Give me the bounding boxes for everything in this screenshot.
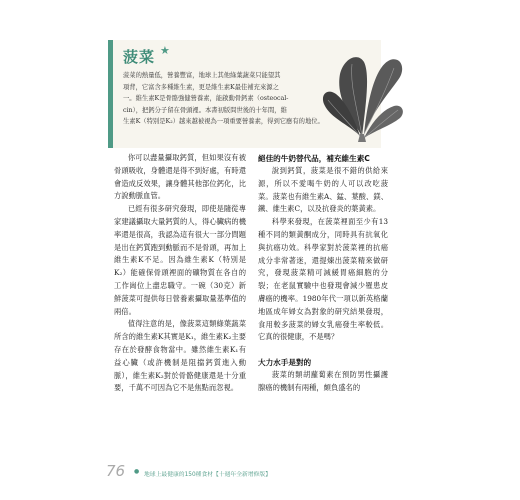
intro-line: 菠菜的熱量低，營養豐富，地球上其他綠葉蔬菜只能望其 xyxy=(123,72,281,79)
spinach-illustration xyxy=(318,44,408,144)
section-heading: 大力水手是對的 xyxy=(258,358,312,368)
page-number: 76 xyxy=(106,462,126,480)
section-heading: 絕佳的牛奶替代品，補充維生素C xyxy=(258,154,370,163)
paragraph: 已經有很多研究發現，即使是隨從專家建議攝取大量鈣質的人，得心臟病的機率還是很高，我認為這有很大一部分問題是出在鈣質跑到動脈而不是骨頭，再加上維生素K不足。因為維生素K（特別是K₂）能確保骨頭裡面的礦物質在各自的工作崗位上盡忠職守。一碗（30克）新鮮菠菜可提供每日營養素攝取量基準值的兩倍。 xyxy=(114,204,246,316)
book-title: 地球上最健康的150種食材【十週年全新增修版】 xyxy=(144,472,272,478)
star-icon: ★ xyxy=(160,44,170,57)
paragraph: 說到鈣質，菠菜是很不錯的供給來源，所以不愛喝牛奶的人可以改吃菠菜。菠菜也有維生素A、錳、葉酸、鎂、鐵、維生素C，以及抗發炎的葉黃素。 xyxy=(258,166,388,214)
left-column xyxy=(114,152,246,395)
right-column xyxy=(258,152,388,395)
paragraph: 你可以盡量攝取鈣質，但如果沒有被骨頭吸收，身體還是得不到好處，有時還會造成反效果，讓身體其他部位鈣化，比方說動脈血管。 xyxy=(114,153,246,201)
intro-line: 項背，它富含多種維生素，更是維生素K最佳補充來源之 xyxy=(123,83,279,91)
food-title: 菠菜 xyxy=(123,48,156,66)
intro-line: 一。維生素K是骨骼強健營養素，能啟動骨鈣素（osteocal- xyxy=(123,95,289,102)
intro-line: 生素K（特別是K₂）越來越被視為一項重要營養素，得到它應有的地位。 xyxy=(123,118,324,125)
intro-line: cin），把鈣分子留在骨頭裡。本書初版問世後的十年間，維 xyxy=(123,106,287,114)
paragraph: 值得注意的是，像菠菜這類綠葉蔬菜所含的維生素K其實是K₁，維生素K₂主要存在於發酵食物當中。雖然維生素K₁有益心臟（或許機制是阻擋鈣質進入動脈），維生素K₂對於骨骼健康還是十分重要，千萬不可因為它不是焦點而忽視。 xyxy=(114,319,246,393)
paragraph: 菠菜的類胡蘿蔔素在預防男性攝護腺癌的機制有兩種，頗負盛名的 xyxy=(258,370,388,392)
paragraph: 科學來發現，在菠菜裡面至少有13種不同的類黃酮成分，同時具有抗氧化與抗癌功效。科學家對於菠菜裡的抗癌成分非常著迷，還提煉出菠菜精來做研究，發現菠菜精可減緩胃癌細胞的分裂；在老鼠實驗中也發現會減少罹患皮膚癌的機率。1980年代一項以新英格蘭地區成年婦女為對象的研究結果發現，食用較多菠菜的婦女乳癌發生率較低。它真的很健康，不是嗎？ xyxy=(258,217,388,342)
bullet-icon: ● xyxy=(134,468,140,475)
page-footer xyxy=(106,462,406,480)
